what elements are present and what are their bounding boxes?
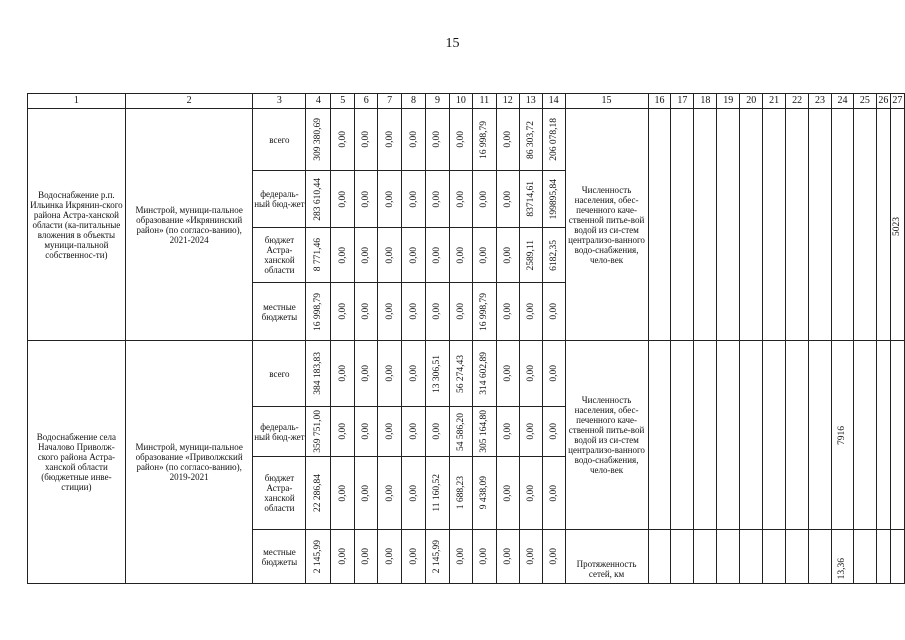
value-cell: [355, 109, 378, 171]
indicator-year-cell: [786, 341, 809, 530]
funding-value: 16 998,79: [479, 120, 490, 159]
indicator-year-cell: [853, 530, 876, 584]
funding-value: 0,00: [479, 246, 490, 264]
extra-indicator-cell: [565, 530, 648, 584]
funding-value: 0,00: [361, 484, 372, 502]
value-cell: [378, 283, 402, 341]
funding-value: 0,00: [479, 548, 490, 565]
indicator-year-cell: [694, 109, 717, 341]
funding-value: 0,00: [337, 484, 348, 502]
value-cell: [402, 530, 426, 584]
value-cell: [402, 109, 426, 171]
value-cell: [306, 228, 331, 283]
funding-value: 6182,35: [548, 239, 559, 271]
funding-value: 0,00: [408, 190, 419, 208]
indicator-year-cell: [832, 341, 854, 530]
funding-value: 0,00: [361, 131, 372, 148]
funding-value: 283 610,44: [313, 177, 324, 221]
funding-value: 86 303,72: [525, 120, 536, 159]
column-header: 26: [876, 94, 890, 109]
value-cell: [402, 228, 426, 283]
funding-value: 0,00: [502, 548, 513, 565]
funding-value: 0,00: [525, 548, 536, 565]
value-cell: [519, 341, 542, 407]
value-cell: [331, 457, 355, 530]
value-cell: [378, 341, 402, 407]
column-header: 19: [717, 94, 740, 109]
funding-value: 0,00: [361, 190, 372, 208]
value-cell: [355, 407, 378, 457]
funding-source-cell: [253, 407, 306, 457]
value-cell: [402, 341, 426, 407]
funding-source-cell: [253, 283, 306, 341]
target-indicator: Численность населения, обес-печенного каче-ственной питье-вой водой из си-стем централизо-ванного водо-снабжения, чело-век: [568, 184, 645, 265]
funding-value: 0,00: [384, 548, 395, 565]
executor-text: Минстрой, муници-пальное образование «Приволжский район» (по согласо-ванию), 2019-2021: [135, 442, 243, 482]
value-cell: [519, 109, 542, 171]
column-header: 1: [28, 94, 126, 109]
funding-value: 0,00: [408, 548, 419, 565]
funding-value: 0,00: [548, 484, 559, 502]
funding-source-cell: [253, 228, 306, 283]
value-cell: [426, 457, 450, 530]
indicator-year-cell: [648, 530, 671, 584]
funding-source: бюджет Астра-ханской области: [264, 473, 295, 513]
value-cell: [306, 457, 331, 530]
value-cell: [426, 283, 450, 341]
funding-value: 2 145,99: [313, 539, 324, 574]
funding-value: 0,00: [502, 131, 513, 148]
value-cell: [519, 171, 542, 228]
column-header: 18: [694, 94, 717, 109]
funding-value: 0,00: [337, 131, 348, 148]
column-header: 12: [496, 94, 519, 109]
indicator-year-cell: [717, 109, 740, 341]
funding-value: 0,00: [432, 190, 443, 208]
value-cell: [472, 283, 496, 341]
indicator-year-cell: [853, 109, 876, 341]
funding-source: всего: [269, 134, 290, 145]
column-header: 3: [253, 94, 306, 109]
value-cell: [542, 341, 565, 407]
column-header: 7: [378, 94, 402, 109]
funding-value: 0,00: [384, 484, 395, 502]
value-cell: [519, 530, 542, 584]
column-header: 27: [890, 94, 904, 109]
value-cell: [496, 283, 519, 341]
funding-source: федераль-ный бюд-жет: [254, 421, 305, 442]
project-name-cell: [28, 341, 126, 584]
value-cell: [306, 530, 331, 584]
funding-value: 0,00: [432, 423, 443, 440]
indicator-year-cell: [694, 530, 717, 584]
indicator-year-cell: [890, 530, 904, 584]
value-cell: [355, 171, 378, 228]
value-cell: [378, 407, 402, 457]
value-cell: [496, 171, 519, 228]
value-cell: [378, 228, 402, 283]
value-cell: [542, 109, 565, 171]
funding-value: 0,00: [455, 548, 466, 565]
value-cell: [402, 283, 426, 341]
column-header: 13: [519, 94, 542, 109]
funding-source-cell: [253, 530, 306, 584]
value-cell: [426, 109, 450, 171]
funding-source-cell: [253, 457, 306, 530]
target-indicator-cell: [565, 341, 648, 530]
indicator-year-cell: [763, 341, 786, 530]
value-cell: [426, 228, 450, 283]
indicator-year-cell: [671, 341, 694, 530]
value-cell: [449, 407, 472, 457]
value-cell: [331, 283, 355, 341]
value-cell: [519, 228, 542, 283]
funding-value: 199895,84: [548, 178, 559, 220]
value-cell: [472, 341, 496, 407]
value-cell: [519, 283, 542, 341]
column-header: 16: [648, 94, 671, 109]
value-cell: [542, 171, 565, 228]
indicator-year-cell: [809, 341, 832, 530]
funding-value: 0,00: [548, 303, 559, 320]
funding-value: 384 183,83: [313, 352, 324, 395]
funding-value: 0,00: [384, 190, 395, 208]
value-cell: [449, 457, 472, 530]
funding-value: 0,00: [525, 484, 536, 502]
value-cell: [496, 407, 519, 457]
funding-value: 0,00: [408, 484, 419, 502]
funding-value: 0,00: [525, 303, 536, 320]
funding-value: 309 380,69: [313, 118, 324, 161]
indicator-value: 7916: [837, 425, 848, 445]
value-cell: [426, 341, 450, 407]
value-cell: [449, 283, 472, 341]
column-header: 2: [125, 94, 253, 109]
value-cell: [496, 109, 519, 171]
value-cell: [331, 109, 355, 171]
funding-row: [28, 109, 905, 171]
funding-value: 0,00: [337, 246, 348, 264]
column-header: 17: [671, 94, 694, 109]
funding-source: местные бюджеты: [261, 546, 298, 567]
funding-value: 22 286,84: [313, 474, 324, 512]
indicator-year-cell: [853, 341, 876, 530]
indicator-year-cell: [809, 530, 832, 584]
funding-value: 0,00: [502, 365, 513, 382]
funding-value: 0,00: [455, 131, 466, 148]
funding-value: 359 751,00: [313, 410, 324, 453]
funding-value: 0,00: [337, 365, 348, 382]
funding-value: 0,00: [479, 190, 490, 208]
value-cell: [496, 530, 519, 584]
project-name-cell: [28, 109, 126, 341]
value-cell: [306, 109, 331, 171]
funding-value: 0,00: [384, 131, 395, 148]
funding-value: 0,00: [502, 246, 513, 264]
value-cell: [331, 341, 355, 407]
value-cell: [519, 407, 542, 457]
funding-source-cell: [253, 341, 306, 407]
indicator-year-cell: [648, 109, 671, 341]
funding-value: 0,00: [548, 548, 559, 565]
value-cell: [449, 109, 472, 171]
funding-value: 0,00: [432, 303, 443, 320]
column-number-row: [28, 94, 905, 109]
column-header: 8: [402, 94, 426, 109]
indicator-year-cell: [763, 530, 786, 584]
value-cell: [355, 341, 378, 407]
value-cell: [306, 407, 331, 457]
column-header: 22: [786, 94, 809, 109]
executor-cell: [125, 341, 253, 584]
value-cell: [472, 171, 496, 228]
funding-value: 0,00: [361, 548, 372, 565]
value-cell: [306, 171, 331, 228]
value-cell: [472, 407, 496, 457]
funding-value: 0,00: [408, 303, 419, 320]
funding-source: местные бюджеты: [261, 301, 298, 322]
column-header: 6: [355, 94, 378, 109]
funding-value: 0,00: [502, 423, 513, 440]
funding-value: 0,00: [337, 548, 348, 565]
value-cell: [402, 407, 426, 457]
indicator-year-cell: [694, 341, 717, 530]
value-cell: [472, 530, 496, 584]
funding-value: 8 771,46: [313, 238, 324, 272]
value-cell: [542, 407, 565, 457]
column-header: 23: [809, 94, 832, 109]
funding-value: 0,00: [502, 484, 513, 502]
funding-value: 83714,61: [525, 181, 536, 217]
value-cell: [402, 457, 426, 530]
indicator-year-cell: [832, 109, 854, 341]
target-indicator-cell: [565, 109, 648, 341]
column-header: 25: [853, 94, 876, 109]
funding-value: 0,00: [408, 246, 419, 264]
column-header: 5: [331, 94, 355, 109]
funding-value: 56 274,43: [455, 354, 466, 393]
funding-value: 0,00: [432, 131, 443, 148]
value-cell: [306, 283, 331, 341]
value-cell: [355, 457, 378, 530]
column-header: 4: [306, 94, 331, 109]
funding-value: 0,00: [361, 303, 372, 320]
value-cell: [426, 407, 450, 457]
indicator-year-cell: [740, 530, 763, 584]
funding-value: 0,00: [455, 246, 466, 264]
value-cell: [472, 228, 496, 283]
funding-value: 9 438,09: [479, 476, 490, 510]
value-cell: [426, 171, 450, 228]
funding-value: 13 306,51: [432, 354, 443, 393]
extra-indicator: Протяженность сетей, км: [576, 559, 637, 579]
indicator-year-cell: [809, 109, 832, 341]
value-cell: [496, 457, 519, 530]
value-cell: [449, 530, 472, 584]
value-cell: [378, 171, 402, 228]
value-cell: [542, 457, 565, 530]
funding-value: 0,00: [384, 423, 395, 440]
funding-value: 11 160,52: [432, 474, 443, 512]
funding-value: 0,00: [337, 423, 348, 440]
funding-value: 0,00: [432, 246, 443, 264]
funding-value: 16 998,79: [479, 292, 490, 331]
funding-value: 0,00: [525, 423, 536, 440]
funding-source-cell: [253, 171, 306, 228]
program-table: [27, 93, 905, 584]
funding-value: 0,00: [455, 303, 466, 320]
indicator-year-cell: [740, 109, 763, 341]
value-cell: [331, 407, 355, 457]
funding-source: всего: [269, 368, 290, 379]
column-header: 21: [763, 94, 786, 109]
funding-value: 2589,11: [525, 239, 536, 271]
indicator-value: 13,36: [837, 557, 848, 579]
value-cell: [426, 530, 450, 584]
funding-source: федераль-ный бюд-жет: [254, 189, 305, 209]
value-cell: [355, 283, 378, 341]
funding-value: 0,00: [337, 303, 348, 320]
indicator-year-cell: [876, 109, 890, 341]
page-number: 15: [445, 36, 460, 51]
funding-value: 16 998,79: [313, 292, 324, 331]
funding-value: 305 164,80: [479, 410, 490, 453]
funding-value: 1 688,23: [455, 476, 466, 510]
value-cell: [449, 171, 472, 228]
column-header: 14: [542, 94, 565, 109]
indicator-year-cell: [786, 109, 809, 341]
value-cell: [331, 171, 355, 228]
indicator-value: 5023: [892, 217, 903, 236]
funding-value: 0,00: [408, 131, 419, 148]
value-cell: [331, 530, 355, 584]
funding-value: 0,00: [548, 423, 559, 440]
indicator-year-cell: [717, 341, 740, 530]
value-cell: [378, 530, 402, 584]
indicator-year-cell: [717, 530, 740, 584]
funding-value: 314 602,89: [479, 352, 490, 395]
executor-cell: [125, 109, 253, 341]
column-header: 15: [565, 94, 648, 109]
value-cell: [542, 283, 565, 341]
indicator-year-cell: [671, 530, 694, 584]
value-cell: [378, 109, 402, 171]
column-header: 24: [832, 94, 854, 109]
value-cell: [542, 530, 565, 584]
funding-value: 0,00: [384, 365, 395, 382]
funding-value: 54 586,20: [455, 412, 466, 451]
project-name: Водоснабжение села Началово Приволж-ского района Астра-ханской области (бюджетные инве-стиции): [36, 432, 117, 492]
value-cell: [331, 228, 355, 283]
indicator-year-cell: [876, 341, 890, 530]
funding-row: [28, 341, 905, 407]
indicator-year-cell: [890, 341, 904, 530]
funding-value: 2 145,99: [432, 539, 443, 574]
value-cell: [542, 228, 565, 283]
funding-value: 0,00: [502, 190, 513, 208]
indicator-year-cell: [876, 530, 890, 584]
value-cell: [355, 530, 378, 584]
funding-value: 0,00: [361, 423, 372, 440]
indicator-year-cell: [740, 341, 763, 530]
indicator-year-cell: [671, 109, 694, 341]
funding-value: 0,00: [408, 423, 419, 440]
funding-value: 0,00: [337, 190, 348, 208]
column-header: 9: [426, 94, 450, 109]
value-cell: [496, 228, 519, 283]
funding-value: 0,00: [384, 246, 395, 264]
value-cell: [355, 228, 378, 283]
column-header: 20: [740, 94, 763, 109]
funding-source-cell: [253, 109, 306, 171]
value-cell: [472, 457, 496, 530]
value-cell: [402, 171, 426, 228]
target-indicator: Численность населения, обес-печенного каче-ственной питье-вой водой из си-стем централизо-ванного водо-снабжения, чело-век: [568, 395, 645, 475]
value-cell: [378, 457, 402, 530]
funding-value: 0,00: [384, 303, 395, 320]
funding-value: 0,00: [548, 365, 559, 382]
funding-value: 0,00: [525, 365, 536, 382]
project-name: Водоснабжение р.п. Ильинка Икрянин-ского района Астра-ханской области (ка-питальные вложения в объекты муници-пальной собственнос-ти): [30, 189, 123, 260]
indicator-year-cell: [763, 109, 786, 341]
column-header: 10: [449, 94, 472, 109]
funding-value: 0,00: [361, 365, 372, 382]
value-cell: [449, 341, 472, 407]
funding-value: 0,00: [455, 190, 466, 208]
indicator-year-cell: [890, 109, 904, 341]
value-cell: [496, 341, 519, 407]
funding-value: 0,00: [502, 303, 513, 320]
funding-value: 206 078,18: [548, 118, 559, 161]
indicator-year-cell: [648, 341, 671, 530]
indicator-year-cell: [832, 530, 854, 584]
value-cell: [519, 457, 542, 530]
funding-source: бюджет Астра-ханской области: [264, 235, 295, 275]
value-cell: [472, 109, 496, 171]
indicator-year-cell: [786, 530, 809, 584]
column-header: 11: [472, 94, 496, 109]
executor-text: Минстрой, муници-пальное образование «Икрянинский район» (по согласо-ванию), 2021-2024: [135, 204, 243, 245]
funding-value: 0,00: [361, 246, 372, 264]
value-cell: [449, 228, 472, 283]
funding-value: 0,00: [408, 365, 419, 382]
value-cell: [306, 341, 331, 407]
